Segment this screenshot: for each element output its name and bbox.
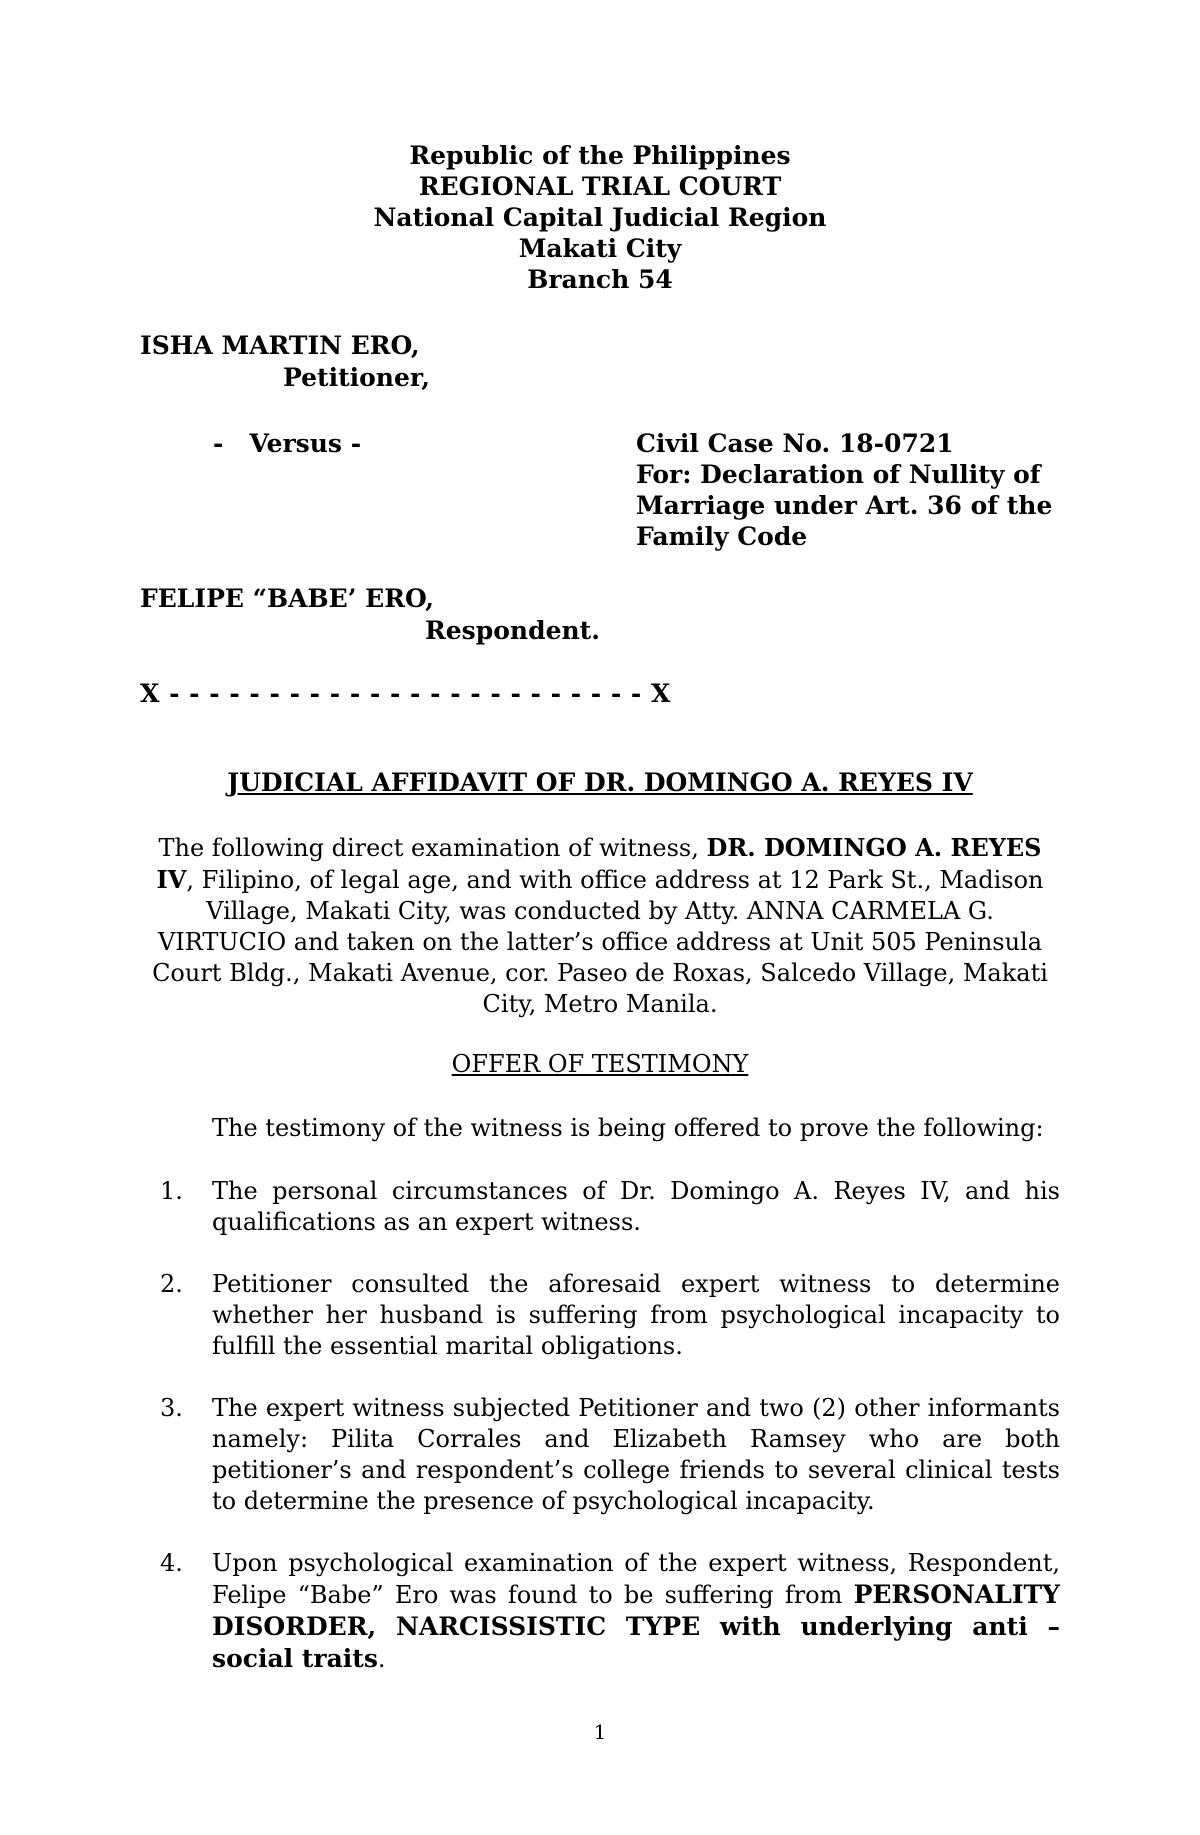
offer-item-text [212,1548,1060,1675]
document-title: JUDICIAL AFFIDAVIT OF DR. DOMINGO A. REYES IV [227,768,973,797]
offer-item [160,1269,1060,1362]
offer-item-text: The personal circumstances of Dr. Domingo A. Reyes IV, and his qualifications as an expert witness. [212,1177,1060,1236]
case-info [636,428,1066,552]
caption-separator: X - - - - - - - - - - - - - - - - - - - - - - - - X [140,679,671,708]
offer-item-text: Petitioner consulted the aforesaid expert witness to determine whether her husband is suffering from psychological incapacity to fulfill the essential marital obligations. [212,1270,1060,1360]
court-branch: Branch 54 [527,265,673,294]
case-nature-line3: Family Code [636,522,808,551]
case-nature-line2: Marriage under Art. 36 of the [636,491,1053,520]
offer-item-number: 3. [160,1394,183,1422]
offer-heading: OFFER OF TESTIMONY [451,1050,749,1078]
offer-item-text-pre: Upon psychological examination of the expert witness, Respondent, Felipe “Babe” Ero was found to be suffering from [212,1549,1060,1609]
versus-label: - Versus - [213,429,362,458]
offer-item [160,1548,1060,1675]
offer-item-text-post: . [377,1645,386,1673]
case-number: Civil Case No. 18-0721 [636,429,954,458]
court-city: Makati City [518,234,682,263]
petitioner-role: Petitioner, [283,363,430,392]
court-name: REGIONAL TRIAL COURT [418,172,782,201]
offer-item [160,1393,1060,1517]
case-nature-line1: For: Declaration of Nullity of [636,460,1041,489]
offer-item-text: The expert witness subjected Petitioner and two (2) other informants namely: Pilita Corrales and Elizabeth Ramsey who are both petitioner’s and respondent’s college friends to several clinical tests to determine the presence of psychological incapacity. [212,1394,1060,1515]
diagnosis-text: PERSONALITY DISORDER, NARCISSISTIC TYPE with underlying anti – social traits [212,1580,1060,1673]
offer-item-number: 1. [160,1177,183,1205]
offer-item [160,1176,1060,1238]
intro-text-pre: The following direct examination of witness, [158,834,707,862]
offer-list [160,1176,1060,1706]
petitioner-name: ISHA MARTIN ERO, [140,331,420,360]
page-number: 1 [593,1720,607,1744]
court-region: National Capital Judicial Region [373,203,827,232]
offer-item-number: 4. [160,1549,183,1577]
court-header [300,140,900,295]
intro-paragraph [140,832,1060,1020]
offer-item-number: 2. [160,1270,183,1298]
court-republic: Republic of the Philippines [409,141,791,170]
offer-lead: The testimony of the witness is being offered to prove the following: [212,1114,1044,1142]
intro-text-post: , Filipino, of legal age, and with office address at 12 Park St., Madison Village, Makati City, was conducted by Atty. ANNA CARMELA G. VIRTUCIO and taken on the latter’s office address at Unit 505 Peninsula Court Bldg., Makati Avenue, cor. Paseo de Roxas, Salcedo Village, Makati City, Metro Manila. [152,866,1048,1018]
respondent-role: Respondent. [425,616,600,645]
respondent-name: FELIPE “BABE’ ERO, [140,584,434,613]
witness-name: DR. DOMINGO A. REYES IV [156,833,1042,894]
